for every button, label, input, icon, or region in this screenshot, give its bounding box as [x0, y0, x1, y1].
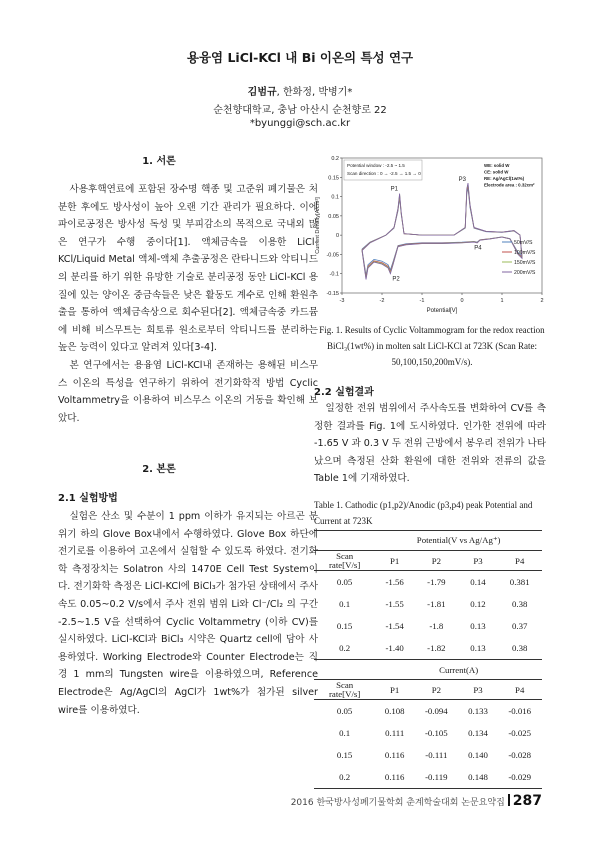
table-cell: 0.15 — [336, 750, 353, 760]
y-tick-label: 0 — [335, 233, 339, 240]
table-col-header: P4 — [497, 680, 542, 700]
info-scan-text: Potential window : -2.5 ~ 1.5 — [347, 163, 405, 168]
y-tick-label: -0.05 — [326, 252, 339, 259]
info-electrode-text: CE: solid W — [484, 169, 509, 175]
co-authors: , 한화정, 박병기* — [276, 87, 353, 98]
table-col-header: P3 — [459, 551, 498, 571]
y-tick-label: 0.05 — [328, 213, 339, 220]
y-tick-label: 0.1 — [331, 194, 339, 201]
intro-body — [58, 181, 318, 427]
table-row — [314, 571, 542, 594]
table-group-row-current — [314, 660, 542, 680]
author-list — [0, 83, 600, 98]
table-col-header: P1 — [375, 680, 414, 700]
table-cell: 0.1 — [339, 728, 351, 738]
table-cell: -1.56 — [385, 577, 404, 587]
table-cell: 0.37 — [512, 621, 528, 631]
footer-text: 2016 한국방사성폐기물학회 춘계학술대회 논문요약집 — [290, 798, 505, 808]
legend-label: 50mV/S — [514, 240, 533, 246]
info-scan-text: Scan direction : 0 → -2.5 → 1.5 → 0 — [347, 171, 421, 176]
affiliation: 순천향대학교, 충남 아산시 순천향로 22 — [213, 105, 387, 116]
subsection-heading-method: 2.1 실험방법 — [58, 493, 118, 504]
peak-label: P1 — [390, 186, 398, 193]
table-cell: -0.105 — [424, 728, 448, 738]
legend-label: 100mV/S — [514, 250, 536, 256]
table-cell: -1.79 — [427, 577, 446, 587]
table-cell: 0.13 — [470, 643, 486, 653]
table-row — [314, 593, 542, 615]
table-cell: 0.38 — [512, 643, 528, 653]
table-cell: 0.14 — [470, 577, 486, 587]
table-cell: -0.028 — [508, 750, 532, 760]
table-cell: -0.119 — [414, 766, 459, 789]
table-cell: -1.54 — [385, 621, 404, 631]
x-tick-label: 0 — [460, 298, 464, 304]
table-cell: 0.1 — [339, 599, 351, 609]
table-row — [314, 766, 542, 789]
table-col-header-scan-rate — [314, 551, 375, 571]
y-axis-label: Current Density[A/cm²] — [315, 197, 321, 254]
table-group-row-potential — [314, 531, 542, 551]
peak-table — [314, 530, 542, 789]
table-cell: -0.029 — [497, 766, 542, 789]
table-cell: 0.140 — [468, 750, 488, 760]
cv-figure — [310, 150, 555, 320]
x-tick-label: -2 — [379, 298, 385, 304]
y-tick-label: -0.1 — [329, 271, 339, 278]
table-col-header: P1 — [375, 551, 414, 571]
table-cell: 0.148 — [459, 766, 498, 789]
x-tick-label: -3 — [339, 298, 345, 304]
page-footer — [291, 793, 542, 809]
figure-caption: Fig. 1. Results of Cyclic Voltammogram for the redox reaction BiCl₃(1wt%) in molten salt LiCl-KCl at 723K (Scan Rate: 50,100,150,200mV/s). — [319, 325, 545, 367]
table-col-header: P2 — [414, 680, 459, 700]
table-row — [314, 615, 542, 637]
table-cell: -1.55 — [385, 599, 404, 609]
table-cell: 0.111 — [385, 728, 405, 738]
method-body — [58, 508, 318, 719]
table-row — [314, 637, 542, 660]
peak-label: P2 — [392, 276, 400, 283]
table-cell: -0.094 — [424, 706, 448, 716]
cv-chart — [310, 150, 555, 320]
x-tick-label: 2 — [540, 298, 544, 304]
x-tick-label: 1 — [500, 298, 504, 304]
table-cell: 0.05 — [336, 706, 353, 716]
table-cell: -1.8 — [429, 621, 444, 631]
legend-label: 200mV/S — [514, 270, 536, 276]
table-cell: 0.05 — [336, 577, 353, 587]
table-cell: -0.016 — [508, 706, 532, 716]
footer-divider — [508, 794, 510, 806]
email: *byunggi@sch.ac.kr — [249, 118, 351, 129]
table-cell: 0.12 — [470, 599, 486, 609]
scan-rate-header-line: Scan — [336, 550, 354, 561]
info-electrode-text: Electrode area : 0.32cm² — [484, 182, 535, 188]
method-paragraph: 실험은 산소 및 수분이 1 ppm 이하가 유지되는 아르곤 분위기 하의 Glove Box내에서 수행하였다. Glove Box 하단에 전기로를 이용하여 고온에서 실험할 수 있도록 하였다. 전기화학 측정장치는 Solatron 사의 1470E Cell Test System이다. 전기화학 측정은 LiCl-KCl에 BiCl₃가 첨가된 상태에서 주사속도 0.05~0.2 V/s에서 주사 전위 범위 Li와 Cl⁻/Cl₂ 의 구간 -2.5~1.5 V을 선택하여 Cyclic Voltammetry (이하 CV)를 실시하였다. LiCl-KCl과 BiCl₃ 시약은 Quartz cell에 담아 사용하였다. Working Electrode와 Counter Electrode는 직경 1 mm의 Tungsten wire을 이용하였으며, Reference Electrode은 Ag/AgCl의 AgCl가 1wt%가 첨가된 silver wire를 이용하였다. — [58, 511, 318, 716]
peak-label: P3 — [458, 176, 466, 183]
scan-rate-header-line: rate[V/s] — [329, 559, 361, 570]
table-cell: 0.381 — [509, 577, 530, 587]
group-header-current: Current(A) — [375, 660, 542, 680]
info-electrode-text: WE: solid W — [484, 163, 510, 168]
table-cell: 0.2 — [314, 766, 375, 789]
legend-label: 150mV/S — [514, 260, 536, 266]
table-row — [314, 700, 542, 723]
table-header-row — [314, 680, 542, 700]
table-header-row — [314, 551, 542, 571]
table-cell: 0.116 — [384, 750, 405, 760]
table-row — [314, 722, 542, 744]
intro-paragraph-1: 사용후핵연료에 포함된 장수명 핵종 및 고준위 폐기물은 처분한 후에도 방사성이 높아 오랜 기간 관리가 필요하다. 이에 파이로공정은 방사성 독성 및 부피감소의 목적으로 국내외 많은 연구가 수행 중이다[1]. 액체금속을 이용한 LiCl-KCl/Liquid Metal 액체-액체 추출공정은 란타니드와 악티니드의 분리를 하기 위한 유망한 기술로 분리공정 동안 LiCl-KCl 용질에 있는 양이온 중금속들은 낮은 활동도 계수로 인해 환원추출을 통하여 액체금속상으로 회수된다[2]. 액체금속중 카드뮴에 비해 비스무트는 희토류 원소로부터 악티니드를 분리하는 높은 능력이 있다고 알려져 있다[3-4]. — [58, 184, 318, 354]
table-cell: -0.111 — [425, 750, 448, 760]
table-cell: 0.134 — [468, 728, 488, 738]
table-col-header-scan-rate — [314, 680, 375, 700]
y-tick-label: -0.15 — [326, 291, 339, 297]
table-cell: -1.82 — [427, 643, 446, 653]
table-cell: -0.025 — [508, 728, 532, 738]
table-cell: 0.13 — [470, 621, 486, 631]
table-cell: -1.40 — [385, 643, 404, 653]
scan-rate-header-line: Scan — [336, 679, 354, 690]
table-caption: Table 1. Cathodic (p1,p2)/Anodic (p3,p4) peak Potential and Current at 723K — [314, 500, 533, 526]
table-cell: 0.38 — [512, 599, 528, 609]
table-col-header: P3 — [459, 680, 498, 700]
first-author: 김범규 — [247, 87, 277, 98]
table-row — [314, 744, 542, 766]
table-col-header: P4 — [497, 551, 542, 571]
peak-table-wrapper — [314, 530, 542, 789]
intro-paragraph-2: 본 연구에서는 용융염 LiCl-KCl내 존재하는 용해된 비스무스 이온의 특성을 연구하기 위하여 전기화학적 방법 Cyclic Voltammetry을 이용하여 비스무스 이온의 거동을 확인해 보았다. — [58, 359, 318, 424]
x-tick-label: -1 — [419, 298, 425, 304]
table-cell: 0.133 — [468, 706, 488, 716]
group-header-potential: Potential(V vs Ag/Ag⁺) — [375, 531, 542, 551]
table-cell: 0.108 — [384, 706, 405, 716]
page-number: 287 — [512, 793, 542, 809]
subsection-heading-results: 2.2 실험결과 — [314, 387, 374, 398]
results-paragraph: 일정한 전위 범위에서 주사속도를 변화하여 CV를 측정한 결과를 Fig. 1에 도시하였다. 인가한 전위에 따라 -1.65 V 과 0.3 V 두 전위 근방에서 봉우리 전위가 나타났으며 측정된 산화 환원에 대한 전위와 전류의 값을 Table 1에 기재하였다. — [314, 403, 546, 485]
info-electrode-text: RE: Ag/AgCl(1wt%) — [484, 176, 525, 181]
paper-title: 용융염 LiCl-KCl 내 Bi 이온의 특성 연구 — [186, 50, 414, 65]
results-body — [314, 400, 546, 488]
peak-label: P4 — [474, 245, 482, 252]
table-cell: 0.15 — [336, 621, 353, 631]
section-heading-intro: 1. 서론 — [142, 156, 176, 167]
table-col-header: P2 — [414, 551, 459, 571]
x-axis-label: Potential[V] — [426, 308, 458, 314]
scan-rate-header-line: rate[V/s] — [329, 688, 361, 699]
table-cell: 0.2 — [339, 643, 351, 653]
cv-series-line — [362, 184, 522, 279]
section-heading-main: 2. 본론 — [142, 464, 176, 475]
table-cell: -1.81 — [427, 599, 446, 609]
y-tick-label: 0.2 — [331, 156, 339, 162]
table-cell: 0.116 — [375, 766, 414, 789]
y-tick-label: 0.15 — [328, 175, 339, 182]
